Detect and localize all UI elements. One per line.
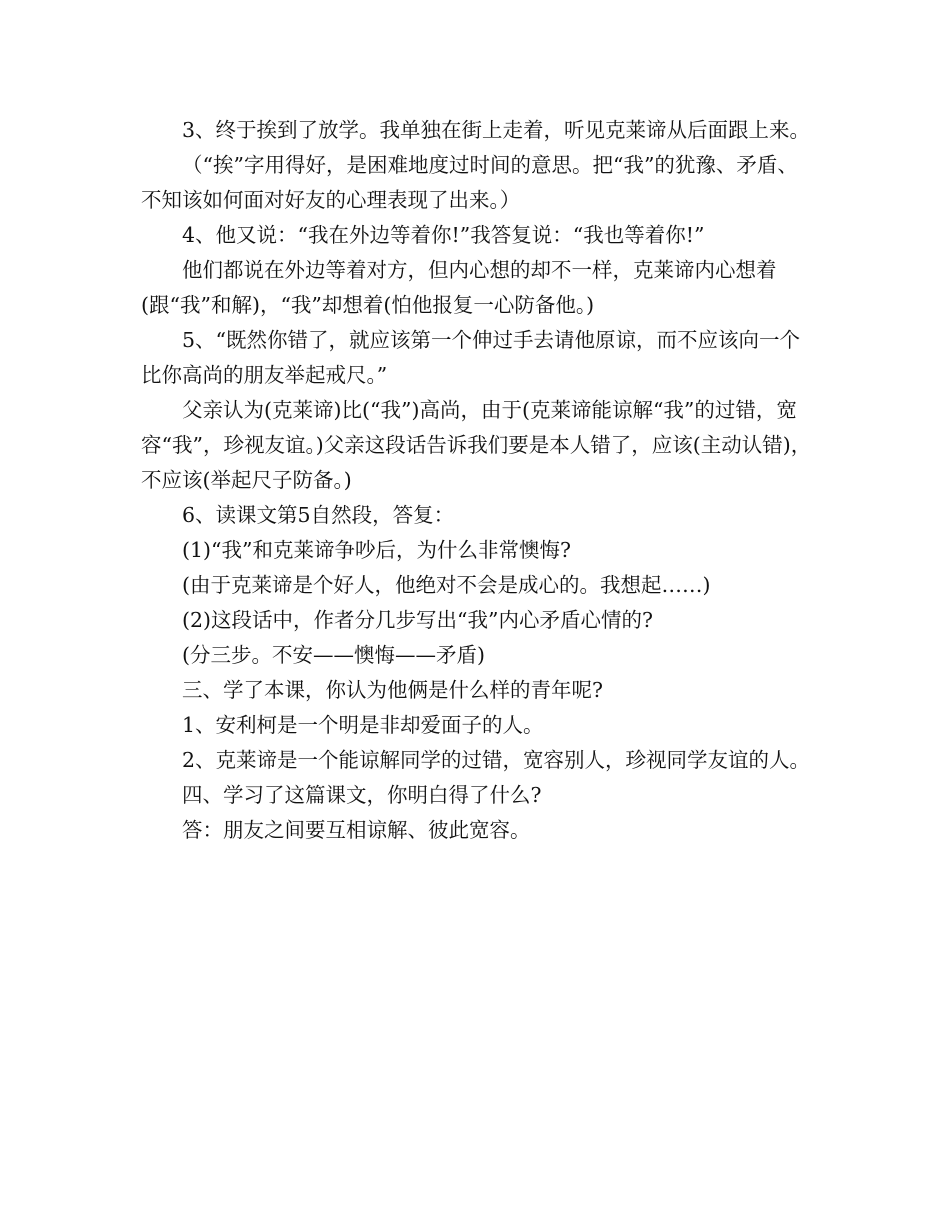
paragraph-father-analysis: 父亲认为(克莱谛)比(“我”)高尚，由于(克莱谛能谅解“我”的过错，宽容“我”，珍视友谊。)父亲这段话告诉我们要是本人错了，应该(主动认错)，不应该(举起尺子防备。): [141, 398, 812, 492]
paragraph-item-3: 3、终于挨到了放学。我单独在街上走着，听见克莱谛从后面跟上来。: [182, 118, 811, 142]
paragraph-section-3: 三、学了本课，你认为他俩是什么样的青年呢?: [182, 678, 603, 702]
paragraph-garrone: 2、克莱谛是一个能谅解同学的过错，宽容别人，珍视同学友谊的人。: [182, 748, 811, 772]
paragraph-section-4: 四、学习了这篇课文，你明白得了什么?: [182, 783, 542, 807]
paragraph-answer-1: (由于克莱谛是个好人，他绝对不会是成心的。我想起……): [182, 573, 711, 597]
paragraph-answer-2: (分三步。不安——懊悔——矛盾): [182, 643, 485, 667]
paragraph-item-5: 5、“既然你错了，就应该第一个伸过手去请他原谅，而不应该向一个比你高尚的朋友举起戒尺。”: [141, 328, 801, 387]
paragraph-analysis-waiting: 他们都说在外边等着对方，但内心想的却不一样，克莱谛内心想着(跟“我”和解)，“我”却想着(怕他报复一心防备他。): [141, 258, 777, 317]
paragraph-enrico: 1、安利柯是一个明是非却爱面子的人。: [182, 713, 544, 737]
paragraph-question-2: (2)这段话中，作者分几步写出“我”内心矛盾心情的?: [182, 608, 653, 632]
paragraph-final-answer: 答：朋友之间要互相谅解、彼此宽容。: [182, 818, 531, 842]
paragraph-annotation-ai: （“挨”字用得好，是困难地度过时间的意思。把“我”的犹豫、矛盾、不知该如何面对好友的心理表现了出来。）: [141, 153, 798, 212]
paragraph-item-4: 4、他又说：“我在外边等着你!”我答复说：“我也等着你!”: [182, 223, 705, 247]
paragraph-item-6: 6、读课文第5自然段，答复：: [182, 503, 455, 527]
document-body: [141, 113, 813, 848]
paragraph-question-1: (1)“我”和克莱谛争吵后，为什么非常懊悔?: [182, 538, 571, 562]
